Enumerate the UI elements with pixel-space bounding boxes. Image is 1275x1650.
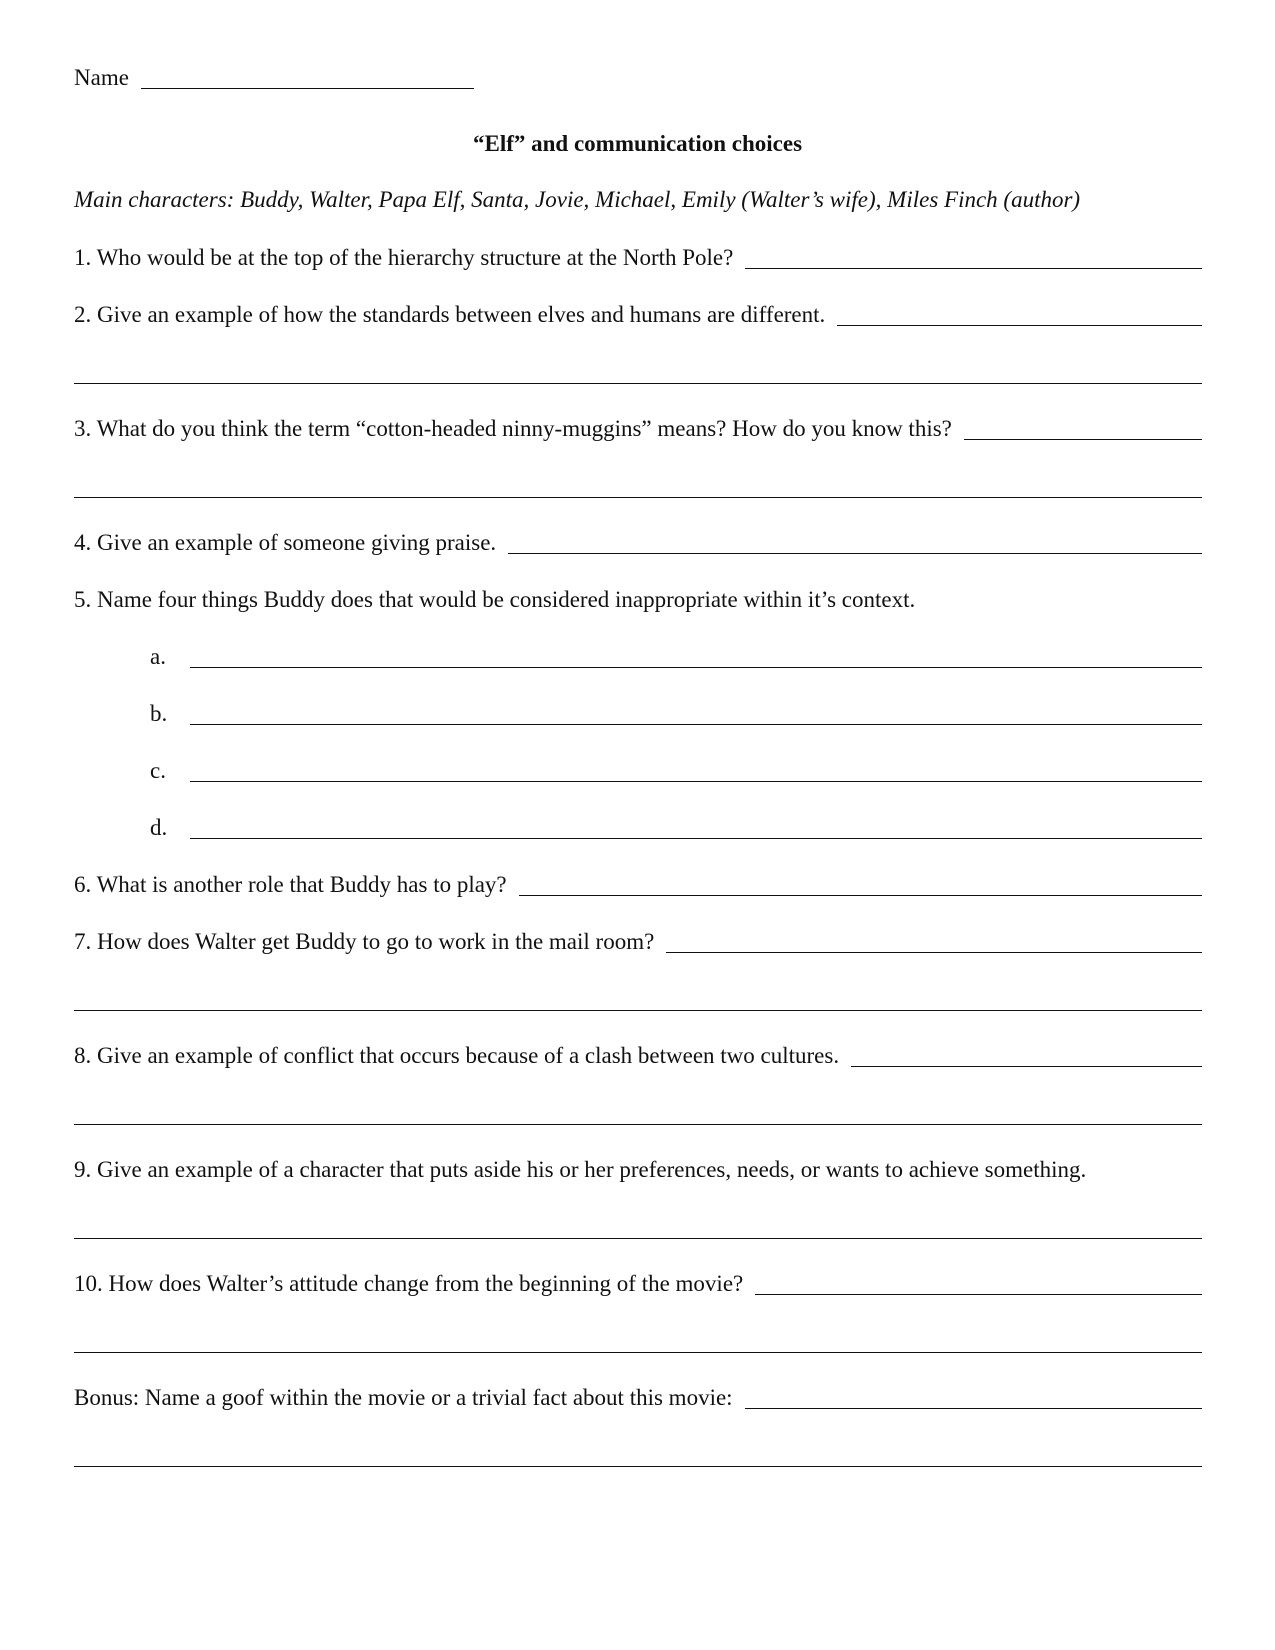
question-5-item-b (150, 700, 1202, 728)
question-7 (74, 928, 1202, 956)
question-3 (74, 415, 1202, 443)
answer-9-line[interactable] (74, 1238, 1202, 1239)
answer-5b-blank[interactable] (190, 704, 1202, 725)
question-3-text: 3. What do you think the term “cotton-headed ninny-muggins” means? How do you know this? (74, 416, 952, 441)
answer-5c-blank[interactable] (190, 761, 1202, 782)
question-2-text: 2. Give an example of how the standards between elves and humans are different. (74, 302, 826, 327)
answer-5d-blank[interactable] (190, 818, 1202, 839)
answer-8-line-2[interactable] (74, 1124, 1202, 1125)
question-5-item-c (150, 757, 1202, 785)
answer-10-line-2[interactable] (74, 1352, 1202, 1353)
question-8 (74, 1042, 1202, 1070)
item-c-label: c. (150, 758, 166, 783)
answer-10-blank[interactable] (755, 1274, 1202, 1295)
question-4-text: 4. Give an example of someone giving praise. (74, 530, 497, 555)
answer-8-blank[interactable] (851, 1046, 1202, 1067)
question-1 (74, 244, 1202, 272)
worksheet-title: “Elf” and communication choices (472, 131, 803, 156)
answer-3-line-2[interactable] (74, 497, 1202, 498)
answer-1-blank[interactable] (745, 248, 1202, 269)
item-a-label: a. (150, 644, 166, 669)
question-6 (74, 871, 1202, 899)
item-d-label: d. (150, 815, 168, 840)
question-1-text: 1. Who would be at the top of the hierarchy structure at the North Pole? (74, 245, 734, 270)
item-b-label: b. (150, 701, 168, 726)
question-5 (74, 586, 1202, 614)
answer-3-blank[interactable] (964, 419, 1202, 440)
bonus-question (74, 1384, 1202, 1412)
answer-4-blank[interactable] (508, 533, 1202, 554)
bonus-answer-line-2[interactable] (74, 1466, 1202, 1467)
answer-5a-blank[interactable] (190, 647, 1202, 668)
name-blank[interactable] (141, 68, 474, 89)
question-10 (74, 1270, 1202, 1298)
answer-7-blank[interactable] (666, 932, 1202, 953)
question-8-text: 8. Give an example of conflict that occurs because of a clash between two cultures. (74, 1043, 840, 1068)
question-4 (74, 529, 1202, 557)
question-9 (74, 1156, 1202, 1184)
question-2 (74, 301, 1202, 329)
question-5-item-a (150, 643, 1202, 671)
name-label: Name (74, 65, 129, 90)
question-10-text: 10. How does Walter’s attitude change from the beginning of the movie? (74, 1271, 744, 1296)
bonus-answer-blank[interactable] (745, 1388, 1202, 1409)
name-row (74, 64, 474, 92)
question-5-text: 5. Name four things Buddy does that would be considered inappropriate within it’s context. (74, 587, 916, 612)
answer-2-blank[interactable] (837, 305, 1202, 326)
answer-2-line-2[interactable] (74, 383, 1202, 384)
answer-7-line-2[interactable] (74, 1010, 1202, 1011)
bonus-question-text: Bonus: Name a goof within the movie or a trivial fact about this movie: (74, 1385, 733, 1410)
question-6-text: 6. What is another role that Buddy has to play? (74, 872, 507, 897)
question-9-text: 9. Give an example of a character that puts aside his or her preferences, needs, or wants to achieve something. (74, 1157, 1087, 1182)
question-7-text: 7. How does Walter get Buddy to go to work in the mail room? (74, 929, 655, 954)
answer-6-blank[interactable] (519, 875, 1202, 896)
question-5-item-d (150, 814, 1202, 842)
main-characters: Main characters: Buddy, Walter, Papa Elf, Santa, Jovie, Michael, Emily (Walter’s wife), Miles Finch (author) (74, 187, 1081, 212)
